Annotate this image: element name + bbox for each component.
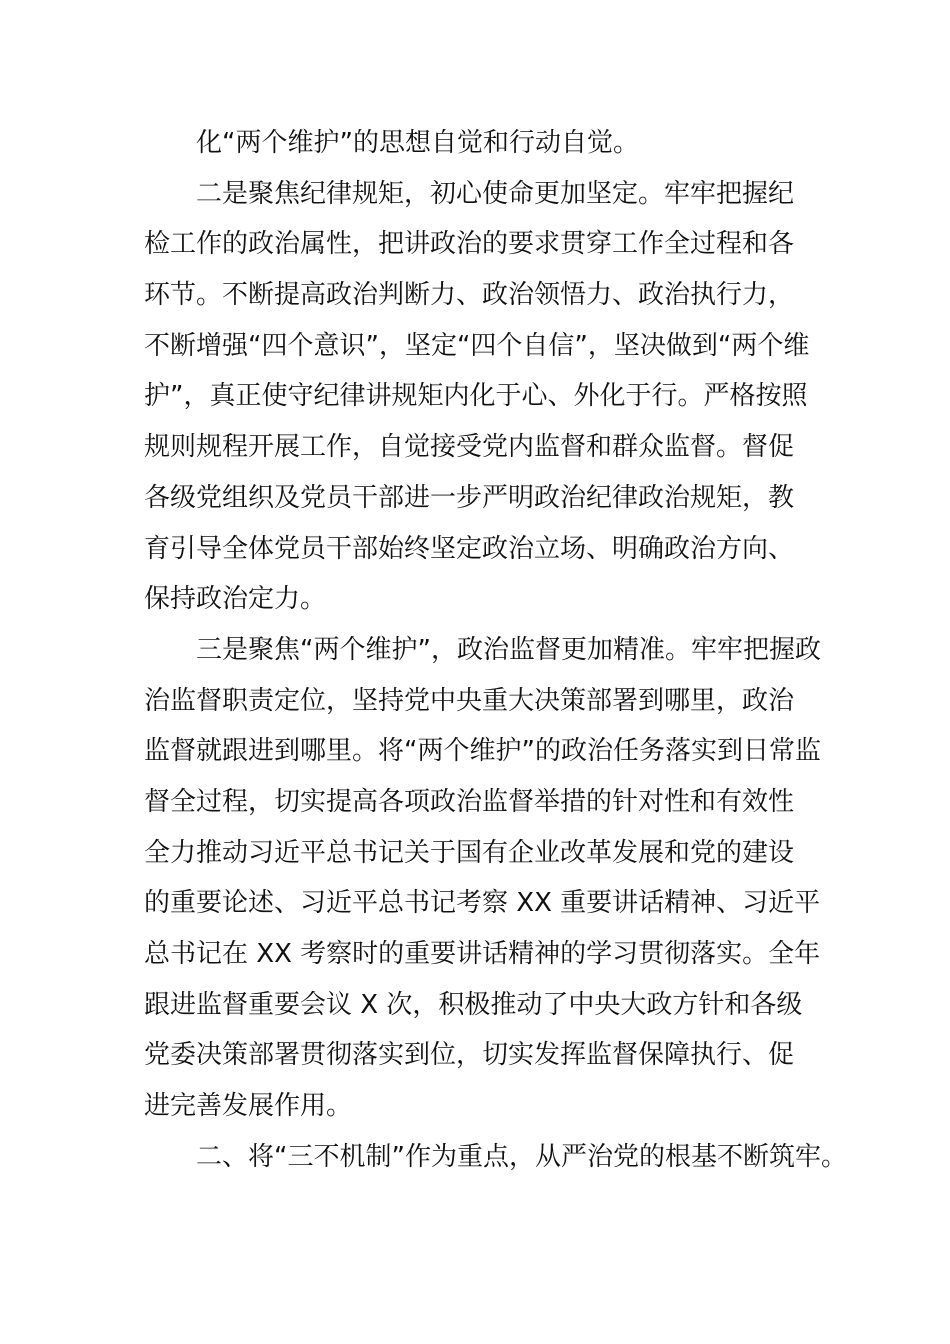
- text-line: 的重要论述、习近平总书记考察 XX 重要讲话精神、习近平: [144, 888, 821, 919]
- text-line: 跟进监督重要会议 X 次，积极推动了中央大政方针和各级: [144, 989, 803, 1020]
- text-line: 进完善发展作用。: [144, 1091, 353, 1122]
- text-line: 三是聚焦“两个维护”，政治监督更加精准。牢牢把握政: [196, 634, 821, 665]
- text-line: 规则规程开展工作，自觉接受党内监督和群众监督。督促: [144, 432, 795, 463]
- text-line: 监督就跟进到哪里。将“两个维护”的政治任务落实到日常监: [144, 736, 821, 767]
- text-line: 育引导全体党员干部始终坚定政治立场、明确政治方向、: [144, 533, 795, 564]
- text-line: 化“两个维护”的思想自觉和行动自觉。: [196, 128, 639, 158]
- document-body: [144, 118, 847, 1182]
- text-line: 护”，真正使守纪律讲规矩内化于心、外化于行。严格按照: [144, 381, 808, 412]
- text-line: 全力推动习近平总书记关于国有企业改革发展和党的建设: [144, 837, 795, 868]
- text-line: 党委决策部署贯彻落实到位，切实发挥监督保障执行、促: [144, 1040, 795, 1071]
- text-line: 不断增强“四个意识”，坚定“四个自信”，坚决做到“两个维: [144, 330, 810, 361]
- text-line: 总书记在 XX 考察时的重要讲话精神的学习贯彻落实。全年: [144, 939, 821, 969]
- text-line: 治监督职责定位，坚持党中央重大决策部署到哪里，政治: [144, 685, 795, 716]
- text-line: 二、将“三不机制”作为重点，从严治党的根基不断筑牢。: [196, 1141, 847, 1172]
- text-line: 检工作的政治属性，把讲政治的要求贯穿工作全过程和各: [144, 229, 795, 260]
- text-line: 督全过程，切实提高各项政治监督举措的针对性和有效性: [144, 786, 795, 817]
- text-line: 环节。不断提高政治判断力、政治领悟力、政治执行力，: [144, 280, 795, 311]
- text-line: 二是聚焦纪律规矩，初心使命更加坚定。牢牢把握纪: [196, 178, 795, 209]
- text-line: 各级党组织及党员干部进一步严明政治纪律政治规矩，教: [144, 482, 795, 513]
- text-line: 保持政治定力。: [144, 584, 327, 615]
